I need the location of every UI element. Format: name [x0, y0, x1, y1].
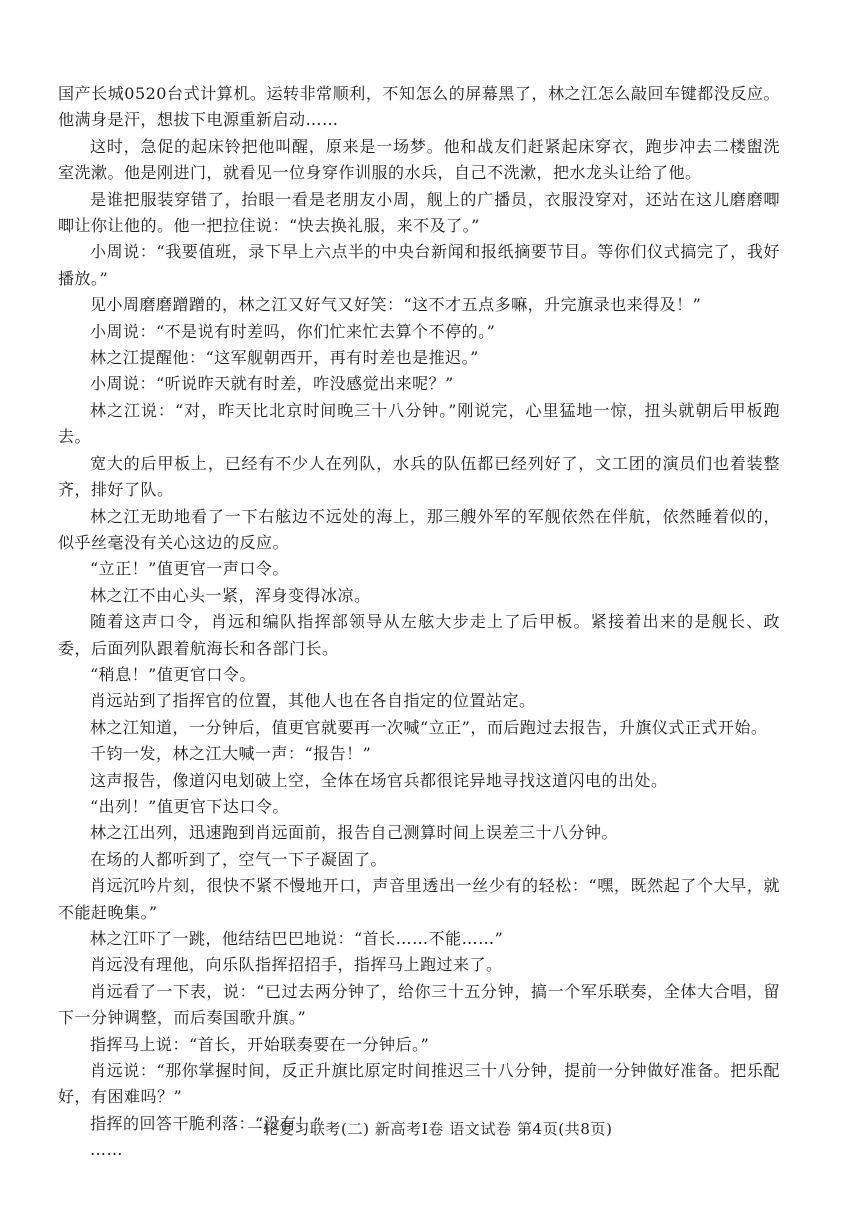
paragraph: 肖远沉吟片刻，很快不紧不慢地开口，声音里透出一丝少有的轻松：“嘿，既然起了个大早，就不能赶晚集。”	[58, 876, 780, 922]
paragraph: 随着这声口令，肖远和编队指挥部领导从左舷大步走上了后甲板。紧接着出来的是舰长、政委，后面列队跟着航海长和各部门长。	[58, 612, 780, 658]
paragraph: 林之江无助地看了一下右舷边不远处的海上，那三艘外军的军舰依然在伴航，依然睡着似的，似乎丝毫没有关心这边的反应。	[58, 506, 780, 552]
paragraph: 国产长城0520台式计算机。运转非常顺利，不知怎么的屏幕黑了，林之江怎么敲回车键都没反应。他满身是汗，想拔下电源重新启动……	[58, 84, 780, 130]
paragraph: “稍息！”值更官口令。	[90, 664, 256, 684]
paragraph: 林之江吓了一跳，他结结巴巴地说：“首长……不能……”	[90, 929, 504, 948]
paragraph: 千钧一发，林之江大喊一声：“报告！”	[90, 744, 372, 764]
paragraph: 肖远站到了指挥官的位置，其他人也在各自指定的位置站定。	[90, 691, 536, 711]
paragraph: 这声报告，像道闪电划破上空，全体在场官兵都很诧异地寻找这道闪电的出处。	[90, 770, 668, 790]
paragraph: 肖远没有理他，向乐队指挥招招手，指挥马上跑过来了。	[90, 955, 503, 975]
paragraph: 小周说：“不是说有时差吗，你们忙来忙去算个不停的。”	[90, 321, 496, 341]
paragraph: “立正！”值更官一声口令。	[90, 559, 289, 579]
paragraph: 林之江不由心头一紧，浑身变得冰凉。	[90, 585, 371, 605]
paragraph: 指挥的回答干脆利落：“没有！”	[90, 1113, 322, 1133]
paragraph: 是谁把服装穿错了，抬眼一看是老朋友小周，舰上的广播员，衣服没穿对，还站在这儿磨磨唧唧让你让他的。他一把拉住说：“快去换礼服，来不及了。”	[58, 189, 780, 236]
paragraph: 这时，急促的起床铃把他叫醒，原来是一场梦。他和战友们赶紧起床穿衣，跑步冲去二楼盥洗室洗漱。他是刚进门，就看见一位身穿作训服的水兵，自己不洗漱，把水龙头让给了他。	[58, 136, 780, 183]
paragraph: 林之江提醒他：“这军舰朝西开，再有时差也是推迟。”	[90, 348, 479, 368]
paragraph: 小周说：“听说昨天就有时差，咋没感觉出来呢？”	[90, 374, 454, 394]
paragraph: 林之江知道，一分钟后，值更官就要再一次喊“立正”，而后跑过去报告，升旗仪式正式开始。	[90, 717, 768, 737]
page-footer: 一轮复习联考(二) 新高考Ⅰ卷 语文试卷 第4页(共8页)	[247, 1120, 613, 1138]
paragraph: 见小周磨磨蹭蹭的，林之江又好气又好笑：“这不才五点多嘛，升完旗录也来得及！”	[90, 295, 702, 315]
paragraph: “出列！”值更官下达口令。	[90, 796, 289, 816]
ellipsis-line: ……	[90, 1140, 123, 1160]
paragraph: 小周说：“我要值班，录下早上六点半的中央台新闻和报纸摘要节目。等你们仪式搞完了，我好播放。”	[58, 242, 780, 288]
paragraph: 林之江出列，迅速跑到肖远面前，报告自己测算时间上误差三十八分钟。	[90, 823, 619, 843]
paragraph: 在场的人都听到了，空气一下子凝固了。	[90, 849, 388, 869]
paragraph: 宽大的后甲板上，已经有不少人在列队，水兵的队伍都已经列好了，文工团的演员们也着装整齐，排好了队。	[58, 453, 780, 500]
paragraph: 肖远看了一下表，说：“已过去两分钟了，给你三十五分钟，搞一个军乐联奏，全体大合唱，留下一分钟调整，而后奏国歌升旗。”	[58, 981, 780, 1028]
paragraph: 指挥马上说：“首长，开始联奏要在一分钟后。”	[90, 1034, 430, 1054]
paragraph: 肖远说：“那你掌握时间，反正升旗比原定时间推迟三十八分钟，提前一分钟做好准备。把乐配好，有困难吗？”	[58, 1061, 780, 1107]
article-body	[58, 81, 780, 1164]
paragraph: 林之江说：“对，昨天比北京时间晚三十八分钟。”刚说完，心里猛地一惊，扭头就朝后甲板跑去。	[58, 400, 780, 447]
